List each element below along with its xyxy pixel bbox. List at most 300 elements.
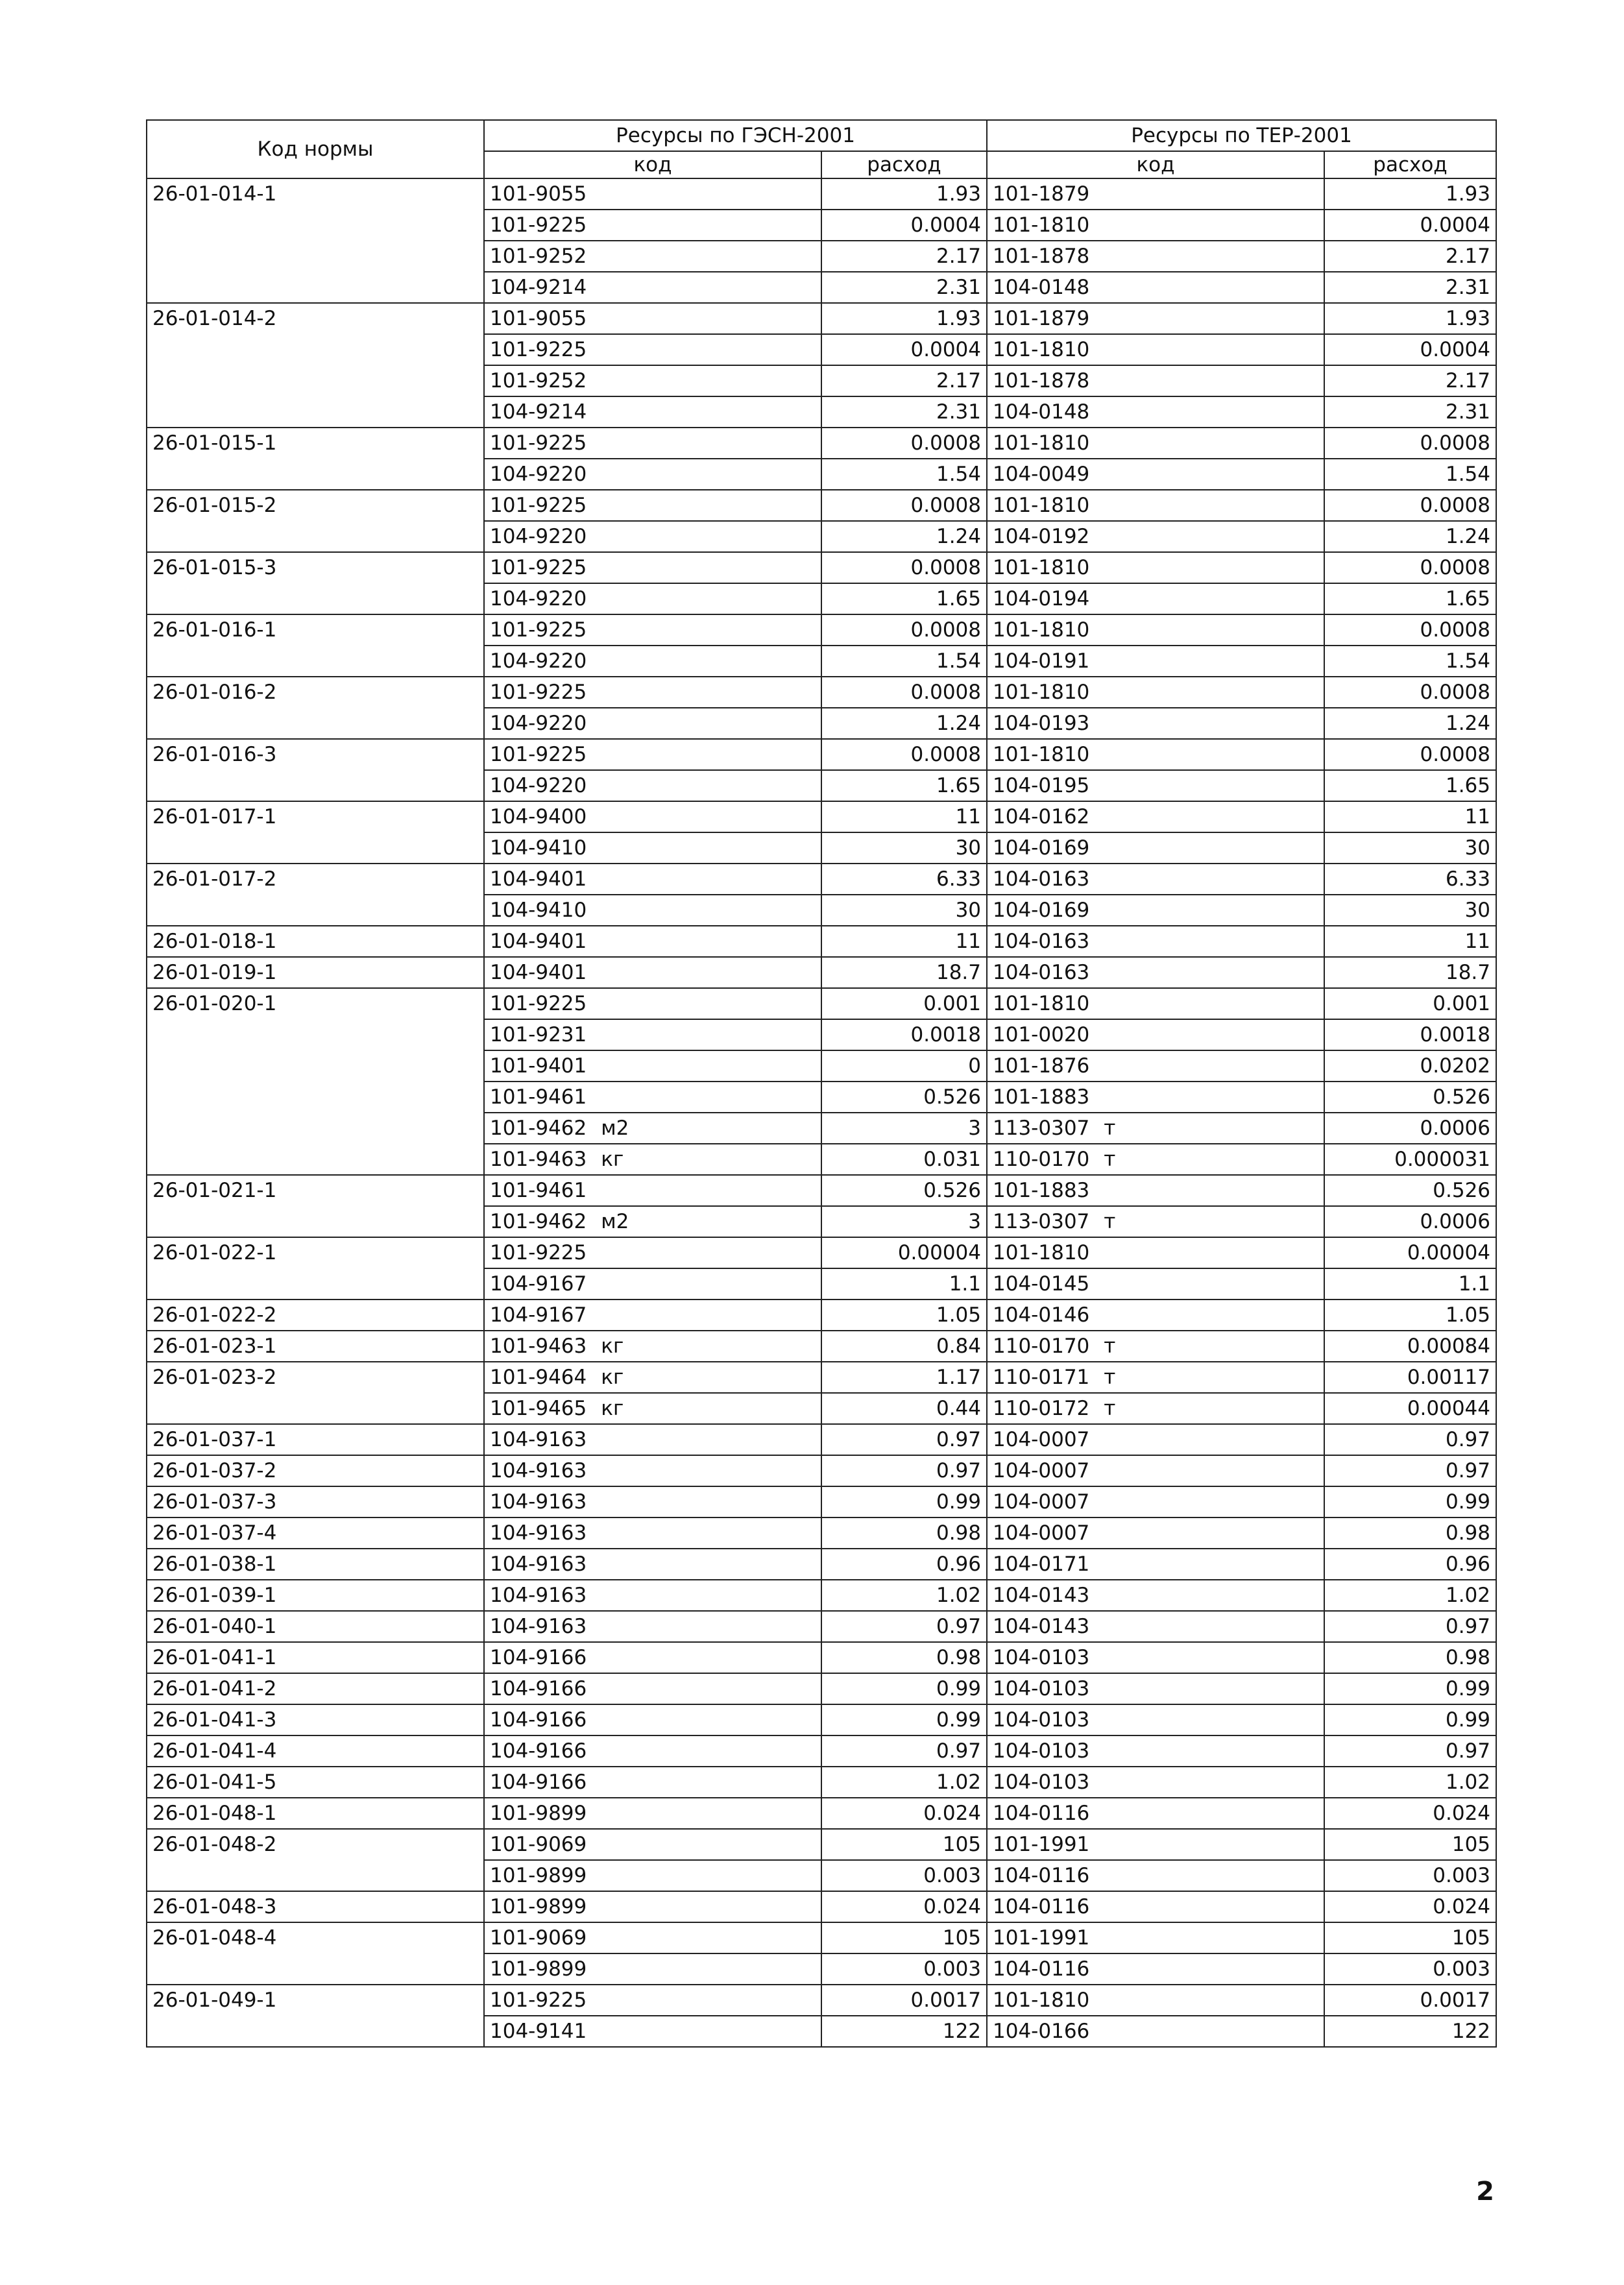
ter-code-cell [987,1050,1324,1082]
ter-code-cell-value: 110-0170 [993,1335,1090,1358]
gesn-consumption-cell: 2.17 [821,365,987,396]
ter-code-cell [987,178,1324,210]
gesn-code-cell [484,303,821,334]
ter-consumption-cell: 1.24 [1324,708,1496,739]
gesn-code-cell-value: 101-9462 [490,1210,587,1233]
page-number: 2 [1476,2177,1494,2206]
table-row [147,1985,1496,2016]
gesn-consumption-cell: 11 [821,801,987,832]
gesn-consumption-cell: 3 [821,1206,987,1237]
gesn-code-cell [484,1237,821,1268]
norm-code-cell: 26-01-014-2 [147,303,484,428]
gesn-code-cell-value: 104-9401 [490,930,587,953]
ter-consumption-cell: 6.33 [1324,864,1496,895]
ter-consumption-cell: 1.93 [1324,303,1496,334]
ter-consumption-cell: 0.99 [1324,1704,1496,1735]
ter-code-cell [987,1611,1324,1642]
gesn-code-cell [484,1860,821,1891]
norm-code-cell: 26-01-023-1 [147,1331,484,1362]
ter-code-cell-value: 101-1878 [993,245,1090,268]
gesn-code-cell-value: 104-9214 [490,400,587,424]
gesn-consumption-cell: 0.031 [821,1144,987,1175]
ter-code-cell-value: 110-0171 [993,1366,1090,1389]
gesn-consumption-cell: 0.526 [821,1175,987,1206]
ter-code-cell-value: 104-0116 [993,1864,1090,1887]
gesn-code-cell-value: 104-9166 [490,1771,587,1794]
gesn-code-cell-value: 104-9163 [490,1584,587,1607]
ter-consumption-cell: 0.0008 [1324,552,1496,583]
gesn-code-cell [484,428,821,459]
ter-code-cell [987,988,1324,1019]
norm-code-cell: 26-01-017-1 [147,801,484,864]
ter-code-cell [987,459,1324,490]
ter-consumption-cell: 0.97 [1324,1424,1496,1455]
ter-consumption-cell: 18.7 [1324,957,1496,988]
gesn-code-cell [484,1891,821,1922]
gesn-code-cell-value: 101-9225 [490,213,587,237]
gesn-code-cell [484,957,821,988]
gesn-consumption-cell: 0.0018 [821,1019,987,1050]
table-row [147,1580,1496,1611]
ter-consumption-header: расход [1324,151,1496,178]
ter-code-cell-value: 101-1878 [993,369,1090,393]
ter-consumption-cell: 30 [1324,895,1496,926]
gesn-code-cell-value: 104-9220 [490,587,587,611]
gesn-code-cell [484,583,821,614]
gesn-code-cell-value: 101-9464 [490,1366,587,1389]
gesn-consumption-cell: 0.526 [821,1082,987,1113]
gesn-code-cell-value: 104-9163 [490,1553,587,1576]
ter-consumption-cell: 122 [1324,2016,1496,2047]
table-row [147,1517,1496,1549]
ter-code-cell-value: 104-0116 [993,1957,1090,1981]
ter-consumption-cell: 0.97 [1324,1611,1496,1642]
gesn-code-cell [484,1735,821,1767]
gesn-code-cell [484,801,821,832]
gesn-code-cell [484,1362,821,1393]
gesn-resources-header: Ресурсы по ГЭСН-2001 [484,120,987,151]
ter-code-cell-value: 101-1876 [993,1054,1090,1078]
ter-consumption-cell: 1.1 [1324,1268,1496,1300]
gesn-code-cell [484,770,821,801]
gesn-code-cell-value: 104-9166 [490,1739,587,1763]
norm-code-cell: 26-01-041-2 [147,1673,484,1704]
ter-consumption-cell: 0.0018 [1324,1019,1496,1050]
gesn-code-cell-value: 101-9069 [490,1926,587,1950]
gesn-code-cell [484,1767,821,1798]
gesn-code-cell [484,1642,821,1673]
gesn-consumption-cell: 0.98 [821,1642,987,1673]
table-row [147,988,1496,1019]
ter-code-cell-unit: т [1104,1335,1116,1358]
gesn-consumption-cell: 0.99 [821,1704,987,1735]
table-row [147,677,1496,708]
ter-code-cell [987,583,1324,614]
gesn-code-cell [484,1019,821,1050]
ter-code-cell [987,521,1324,552]
ter-code-cell-value: 101-1883 [993,1085,1090,1109]
ter-code-cell-value: 101-1810 [993,681,1090,704]
ter-code-cell [987,1362,1324,1393]
gesn-consumption-cell: 0.024 [821,1798,987,1829]
ter-code-cell-value: 104-0146 [993,1303,1090,1327]
gesn-consumption-cell: 30 [821,832,987,864]
ter-code-cell-value: 101-1810 [993,338,1090,361]
gesn-code-cell [484,1673,821,1704]
norm-code-cell: 26-01-041-4 [147,1735,484,1767]
gesn-code-cell-value: 104-9163 [490,1428,587,1451]
gesn-code-cell [484,646,821,677]
ter-consumption-cell: 0.96 [1324,1549,1496,1580]
ter-consumption-cell: 0.000031 [1324,1144,1496,1175]
gesn-consumption-cell: 1.02 [821,1580,987,1611]
ter-code-cell [987,1922,1324,1953]
gesn-code-cell-unit: кг [601,1148,624,1171]
ter-code-cell-value: 113-0307 [993,1117,1090,1140]
gesn-consumption-cell: 11 [821,926,987,957]
norm-code-cell: 26-01-037-1 [147,1424,484,1455]
ter-code-cell [987,646,1324,677]
gesn-code-cell-value: 101-9899 [490,1957,587,1981]
gesn-code-cell-value: 104-9220 [490,774,587,797]
norm-code-cell: 26-01-037-4 [147,1517,484,1549]
ter-code-cell [987,1424,1324,1455]
norm-code-cell: 26-01-016-2 [147,677,484,739]
gesn-code-cell [484,708,821,739]
norm-code-cell: 26-01-041-5 [147,1767,484,1798]
ter-code-cell [987,1237,1324,1268]
gesn-consumption-cell: 0.003 [821,1860,987,1891]
ter-code-cell-value: 101-1810 [993,431,1090,455]
gesn-code-cell [484,614,821,646]
gesn-code-cell-unit: м2 [601,1117,629,1140]
ter-consumption-cell: 0.526 [1324,1082,1496,1113]
ter-code-cell [987,614,1324,646]
gesn-code-header: код [484,151,821,178]
norm-code-cell: 26-01-016-3 [147,739,484,801]
gesn-consumption-cell: 1.93 [821,178,987,210]
gesn-code-cell-value: 101-9401 [490,1054,587,1078]
norm-code-cell: 26-01-020-1 [147,988,484,1175]
gesn-code-cell-value: 101-9252 [490,245,587,268]
ter-code-cell-value: 104-0103 [993,1771,1090,1794]
ter-code-cell-value: 104-0103 [993,1677,1090,1700]
ter-code-cell-unit: т [1104,1210,1116,1233]
norm-code-cell: 26-01-021-1 [147,1175,484,1237]
ter-consumption-cell: 2.31 [1324,272,1496,303]
table-row [147,957,1496,988]
ter-code-cell [987,490,1324,521]
ter-code-cell-unit: т [1104,1148,1116,1171]
norm-code-cell: 26-01-022-1 [147,1237,484,1300]
ter-code-cell-value: 104-0194 [993,587,1090,611]
gesn-code-cell-value: 101-9225 [490,1989,587,2012]
gesn-consumption-cell: 0.84 [821,1331,987,1362]
ter-consumption-cell: 1.24 [1324,521,1496,552]
ter-consumption-cell: 1.05 [1324,1300,1496,1331]
gesn-code-cell [484,677,821,708]
ter-consumption-cell: 0.97 [1324,1455,1496,1486]
ter-code-cell-value: 104-0162 [993,805,1090,828]
table-row [147,1829,1496,1860]
ter-consumption-cell: 0.0017 [1324,1985,1496,2016]
gesn-consumption-cell: 1.65 [821,583,987,614]
gesn-code-cell [484,241,821,272]
gesn-consumption-cell: 0.0008 [821,614,987,646]
gesn-code-cell [484,1050,821,1082]
ter-code-cell-value: 101-1810 [993,1241,1090,1264]
resource-table [146,119,1497,2048]
ter-code-cell [987,1642,1324,1673]
gesn-consumption-cell: 1.05 [821,1300,987,1331]
norm-code-cell: 26-01-040-1 [147,1611,484,1642]
ter-code-cell [987,1300,1324,1331]
gesn-code-cell-unit: кг [601,1366,624,1389]
ter-consumption-cell: 2.17 [1324,241,1496,272]
gesn-code-cell-value: 104-9400 [490,805,587,828]
gesn-consumption-cell: 0.0008 [821,490,987,521]
gesn-consumption-cell: 1.02 [821,1767,987,1798]
norm-code-cell: 26-01-048-1 [147,1798,484,1829]
gesn-code-cell-value: 101-9231 [490,1023,587,1046]
table-body [147,178,1496,2047]
table-row [147,1735,1496,1767]
gesn-code-cell [484,1798,821,1829]
ter-code-cell [987,1113,1324,1144]
gesn-consumption-cell: 0.44 [821,1393,987,1424]
gesn-code-cell [484,334,821,365]
ter-code-cell-value: 101-0020 [993,1023,1090,1046]
gesn-code-cell-value: 101-9252 [490,369,587,393]
norm-code-header: Код нормы [147,120,484,178]
table-row [147,1237,1496,1268]
table-row [147,926,1496,957]
table-row [147,178,1496,210]
ter-code-cell-unit: т [1104,1366,1116,1389]
gesn-code-cell-value: 101-9069 [490,1833,587,1856]
gesn-code-cell-unit: кг [601,1397,624,1420]
table-row [147,801,1496,832]
ter-code-cell [987,1206,1324,1237]
ter-consumption-cell: 0.00044 [1324,1393,1496,1424]
gesn-code-cell-value: 101-9225 [490,618,587,642]
gesn-consumption-cell: 1.93 [821,303,987,334]
ter-consumption-cell: 1.65 [1324,583,1496,614]
ter-code-cell [987,1798,1324,1829]
gesn-consumption-cell: 3 [821,1113,987,1144]
norm-code-cell: 26-01-048-2 [147,1829,484,1891]
gesn-code-cell-value: 104-9163 [490,1615,587,1638]
ter-code-cell [987,1175,1324,1206]
table-header [147,120,1496,178]
gesn-code-cell [484,2016,821,2047]
ter-code-cell [987,552,1324,583]
gesn-consumption-cell: 0.97 [821,1611,987,1642]
ter-code-header: код [987,151,1324,178]
ter-code-cell [987,677,1324,708]
gesn-code-cell-value: 104-9410 [490,899,587,922]
gesn-consumption-cell: 0.001 [821,988,987,1019]
table-row [147,1673,1496,1704]
gesn-consumption-cell: 0.00004 [821,1237,987,1268]
table-row [147,1642,1496,1673]
ter-consumption-cell: 0.0008 [1324,739,1496,770]
table-row [147,1175,1496,1206]
gesn-consumption-cell: 18.7 [821,957,987,988]
gesn-code-cell-unit: кг [601,1335,624,1358]
gesn-code-cell-value: 101-9463 [490,1335,587,1358]
gesn-code-cell [484,1455,821,1486]
norm-code-cell: 26-01-017-2 [147,864,484,926]
gesn-consumption-cell: 0.003 [821,1953,987,1985]
gesn-code-cell [484,178,821,210]
gesn-code-cell-value: 101-9225 [490,1241,587,1264]
ter-code-cell [987,708,1324,739]
gesn-code-cell [484,1113,821,1144]
ter-code-cell-value: 101-1879 [993,307,1090,330]
gesn-code-cell-value: 104-9166 [490,1677,587,1700]
ter-code-cell [987,428,1324,459]
gesn-code-cell [484,895,821,926]
ter-code-cell-value: 104-0195 [993,774,1090,797]
gesn-consumption-cell: 0.0008 [821,739,987,770]
gesn-code-cell-unit: м2 [601,1210,629,1233]
ter-code-cell [987,396,1324,428]
gesn-consumption-cell: 2.31 [821,272,987,303]
gesn-consumption-cell: 105 [821,1829,987,1860]
gesn-consumption-cell: 1.54 [821,459,987,490]
ter-code-cell [987,1891,1324,1922]
ter-code-cell-value: 104-0169 [993,836,1090,860]
gesn-code-cell-value: 101-9225 [490,556,587,579]
gesn-consumption-cell: 0.97 [821,1455,987,1486]
ter-code-cell-value: 104-0192 [993,525,1090,548]
ter-code-cell-value: 104-0143 [993,1584,1090,1607]
gesn-code-cell [484,459,821,490]
ter-consumption-cell: 11 [1324,801,1496,832]
ter-consumption-cell: 0.0006 [1324,1113,1496,1144]
gesn-code-cell [484,552,821,583]
ter-code-cell [987,895,1324,926]
ter-consumption-cell: 0.98 [1324,1642,1496,1673]
gesn-code-cell-value: 104-9141 [490,2020,587,2043]
gesn-code-cell [484,521,821,552]
gesn-code-cell-value: 104-9163 [490,1459,587,1482]
gesn-code-cell [484,1144,821,1175]
ter-consumption-cell: 0.0004 [1324,210,1496,241]
table-row [147,1891,1496,1922]
gesn-code-cell [484,739,821,770]
ter-consumption-cell: 1.02 [1324,1767,1496,1798]
ter-consumption-cell: 0.97 [1324,1735,1496,1767]
ter-consumption-cell: 0.0008 [1324,490,1496,521]
table-row [147,1486,1496,1517]
gesn-code-cell [484,365,821,396]
gesn-code-cell [484,1393,821,1424]
gesn-code-cell [484,1580,821,1611]
ter-code-cell [987,1985,1324,2016]
table-row [147,1704,1496,1735]
ter-code-cell [987,739,1324,770]
ter-consumption-cell: 1.54 [1324,646,1496,677]
ter-code-cell [987,801,1324,832]
gesn-code-cell [484,1985,821,2016]
gesn-code-cell-value: 101-9225 [490,494,587,517]
resource-table-sheet [146,119,1496,2048]
ter-code-cell-value: 104-0163 [993,930,1090,953]
ter-code-cell [987,241,1324,272]
ter-code-cell [987,1393,1324,1424]
norm-code-cell: 26-01-015-1 [147,428,484,490]
ter-consumption-cell: 0.024 [1324,1798,1496,1829]
gesn-code-cell-value: 101-9899 [490,1802,587,1825]
ter-consumption-cell: 2.31 [1324,396,1496,428]
ter-code-cell-value: 101-1810 [993,992,1090,1015]
ter-consumption-cell: 0.99 [1324,1486,1496,1517]
gesn-code-cell-value: 104-9167 [490,1303,587,1327]
gesn-consumption-cell: 1.24 [821,521,987,552]
gesn-code-cell-value: 104-9163 [490,1490,587,1514]
ter-consumption-cell: 11 [1324,926,1496,957]
ter-code-cell-value: 104-0166 [993,2020,1090,2043]
norm-code-cell: 26-01-016-1 [147,614,484,677]
ter-consumption-cell: 0.0008 [1324,428,1496,459]
gesn-consumption-cell: 1.54 [821,646,987,677]
table-row [147,1611,1496,1642]
gesn-code-cell [484,1331,821,1362]
gesn-code-cell [484,1517,821,1549]
table-row [147,1331,1496,1362]
gesn-code-cell [484,1175,821,1206]
ter-consumption-cell: 105 [1324,1829,1496,1860]
ter-code-cell [987,1082,1324,1113]
gesn-code-cell-value: 101-9465 [490,1397,587,1420]
gesn-code-cell-value: 104-9166 [490,1646,587,1669]
ter-code-cell-value: 101-1810 [993,213,1090,237]
ter-code-cell [987,1953,1324,1985]
table-row [147,428,1496,459]
ter-code-cell-value: 104-0148 [993,400,1090,424]
ter-code-cell-value: 101-1810 [993,743,1090,766]
gesn-consumption-cell: 0.0008 [821,428,987,459]
ter-consumption-cell: 30 [1324,832,1496,864]
ter-consumption-cell: 2.17 [1324,365,1496,396]
norm-code-cell: 26-01-018-1 [147,926,484,957]
gesn-code-cell-value: 101-9463 [490,1148,587,1171]
gesn-consumption-cell: 6.33 [821,864,987,895]
gesn-code-cell-value: 101-9055 [490,307,587,330]
gesn-code-cell-value: 104-9401 [490,961,587,984]
ter-code-cell [987,1735,1324,1767]
ter-code-cell-value: 104-0163 [993,867,1090,891]
gesn-code-cell [484,1486,821,1517]
gesn-code-cell-value: 101-9461 [490,1179,587,1202]
ter-code-cell-value: 104-0163 [993,961,1090,984]
ter-code-cell-value: 101-1810 [993,618,1090,642]
gesn-code-cell [484,396,821,428]
gesn-consumption-cell: 0.97 [821,1735,987,1767]
gesn-code-cell [484,832,821,864]
ter-code-cell [987,832,1324,864]
gesn-code-cell-value: 104-9220 [490,463,587,486]
table-row [147,552,1496,583]
ter-code-cell [987,272,1324,303]
ter-code-cell-value: 104-0103 [993,1708,1090,1732]
ter-code-cell-value: 104-0193 [993,712,1090,735]
ter-code-cell [987,303,1324,334]
ter-code-cell [987,864,1324,895]
gesn-code-cell [484,272,821,303]
